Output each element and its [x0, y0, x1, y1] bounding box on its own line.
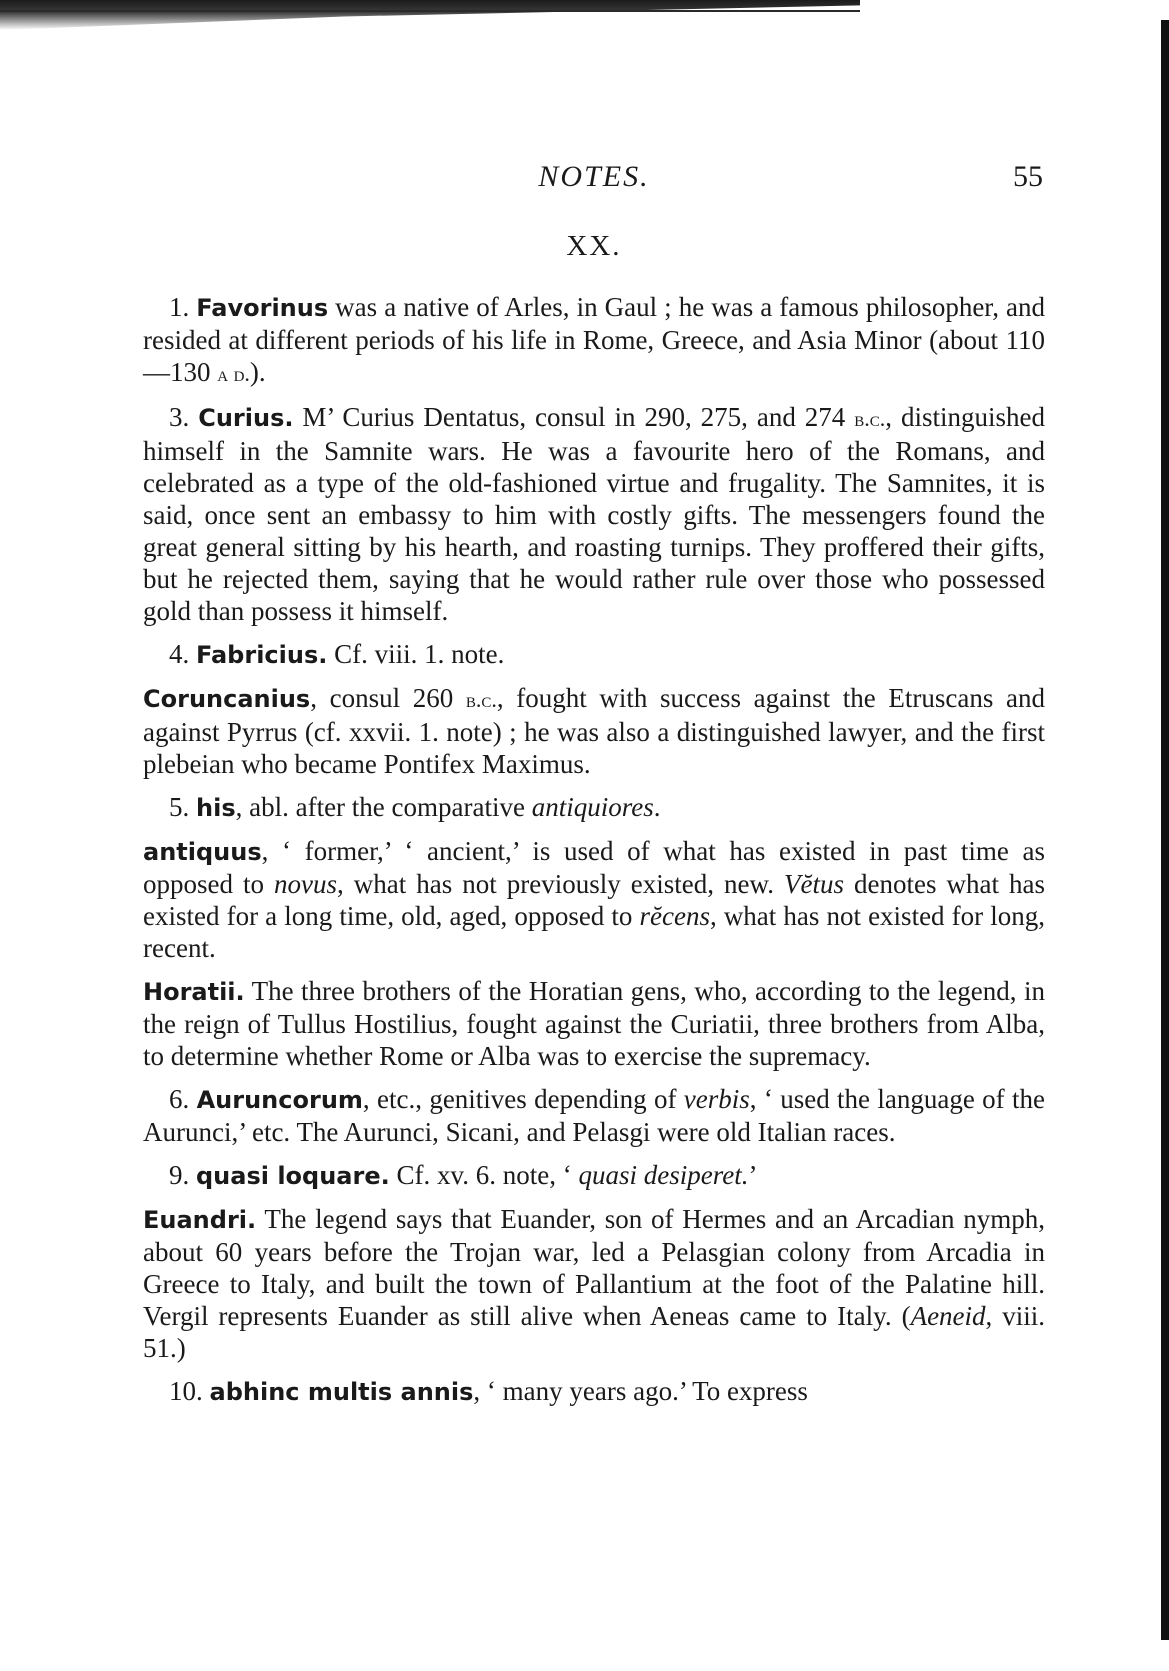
- era-abbreviation: a d.: [217, 361, 250, 386]
- page-number: 55: [1013, 160, 1043, 193]
- note-text: The three brothers of the Horatian gens, who, according to the legend, in the reign of Tullus Hostilius, fought against the Curiatii, three brothers from Alba, to determine whether Rome or Alba was to exercise the supremacy.: [143, 976, 1045, 1071]
- note-text: , consul 260: [310, 683, 466, 713]
- note-text: , abl. after the comparative: [235, 792, 532, 822]
- note-lemma: his: [196, 794, 236, 822]
- note-text: Cf. xv. 6. note, ‘: [389, 1160, 579, 1190]
- note-lemma: Auruncorum: [196, 1086, 363, 1114]
- scan-shadow-top: [0, 0, 860, 30]
- note-curius: [143, 401, 1045, 627]
- italic-term: Vĕtus: [784, 869, 845, 899]
- note-text: , etc., genitives depending of: [362, 1084, 684, 1114]
- note-favorinus: [143, 291, 1045, 390]
- note-quasi-loquare: [143, 1159, 1045, 1192]
- note-text: ).: [249, 357, 266, 387]
- note-text: The legend says that Euander, son of Hermes and an Arcadian nymph, about 60 years before the Trojan war, led a Pelasgian colony from Arcadia in Greece to Italy, and built the town of Pallantium at the foot of the Palatine hill. Vergil represents Euander as still alive when Aeneas came to Italy. (: [143, 1204, 1045, 1331]
- note-text: ’: [748, 1160, 758, 1190]
- note-fabricius: [143, 638, 1045, 671]
- note-lemma: Horatii.: [143, 978, 245, 1006]
- era-abbreviation: b.c.: [854, 406, 886, 431]
- note-text: , ‘ many years ago.’ To express: [473, 1376, 808, 1406]
- italic-term: Aeneid: [910, 1301, 986, 1331]
- note-text: , viii. 51.): [143, 1301, 1045, 1363]
- italic-term: verbis: [683, 1084, 750, 1114]
- note-auruncorum: [143, 1083, 1045, 1148]
- note-text: , fought with success against the Etruscans and against Pyrrus (cf. xxvii. 1. note) ; he was also a distinguished lawyer, and the first plebeian who became Pontifex Maximus.: [143, 683, 1045, 779]
- note-lemma: Fabricius.: [196, 641, 328, 669]
- note-text: , what has not existed for long, recent.: [143, 901, 1045, 963]
- note-text: , what has not previously existed, new.: [337, 869, 785, 899]
- note-lemma: quasi loquare.: [196, 1162, 390, 1190]
- note-coruncanius: [143, 682, 1045, 780]
- note-number: 5.: [169, 792, 190, 822]
- note-number: 4.: [169, 639, 190, 669]
- note-text: M’ Curius Dentatus, consul in 290, 275, and 274: [293, 402, 855, 432]
- note-antiquus: [143, 835, 1045, 964]
- note-text: , distinguished himself in the Samnite wars. He was a favourite hero of the Romans, and celebrated as a type of the old-fashioned virtue and frugality. The Samnites, it is said, once sent an embassy to him with costly gifts. The messengers found the great general sitting by his hearth, and roasting turnips. They proffered their gifts, but he rejected them, saying that he would rather rule over those who possessed gold than possess it himself.: [143, 402, 1045, 626]
- scan-edge-line: [0, 10, 860, 12]
- italic-term: quasi desiperet.: [578, 1160, 749, 1190]
- chapter-heading: XX.: [566, 230, 622, 262]
- note-lemma: Coruncanius: [143, 685, 311, 713]
- note-number: 9.: [169, 1160, 190, 1190]
- book-page: [143, 160, 1045, 1419]
- note-abhinc-multis-annis: [143, 1375, 1045, 1408]
- note-lemma: antiquus: [143, 838, 262, 866]
- note-text: was a native of Arles, in Gaul ; he was a famous philosopher, and resided at different periods of his life in Rome, Greece, and Asia Minor (about 110—130: [143, 292, 1045, 387]
- note-his: [143, 791, 1045, 824]
- italic-term: novus: [274, 869, 338, 899]
- note-lemma: Curius.: [198, 404, 294, 432]
- note-text: .: [653, 792, 661, 822]
- note-lemma: Favorinus: [196, 294, 329, 322]
- note-text: Cf. viii. 1. note.: [327, 639, 505, 669]
- running-title: NOTES.: [538, 160, 650, 193]
- note-number: 3.: [169, 402, 190, 432]
- note-text: denotes what has existed for a long time, old, aged, opposed to: [143, 869, 1045, 931]
- note-number: 10.: [169, 1376, 203, 1406]
- note-number: 1.: [169, 292, 190, 322]
- italic-term: antiquiores: [531, 792, 654, 822]
- note-lemma: Euandri.: [143, 1206, 257, 1234]
- note-text: , ‘ former,’ ‘ ancient,’ is used of what has existed in past time as opposed to: [143, 836, 1045, 899]
- note-euandri: [143, 1203, 1045, 1364]
- scan-shadow-right: [1161, 20, 1169, 1640]
- note-horatii: [143, 975, 1045, 1072]
- note-number: 6.: [169, 1084, 190, 1114]
- italic-term: rĕcens: [639, 901, 710, 931]
- note-lemma: abhinc multis annis: [209, 1378, 474, 1406]
- running-head: [143, 160, 1045, 208]
- note-text: , ‘ used the language of the Aurunci,’ etc. The Aurunci, Sicani, and Pelasgi were old Italian races.: [143, 1084, 1045, 1147]
- era-abbreviation: b.c.: [465, 687, 497, 712]
